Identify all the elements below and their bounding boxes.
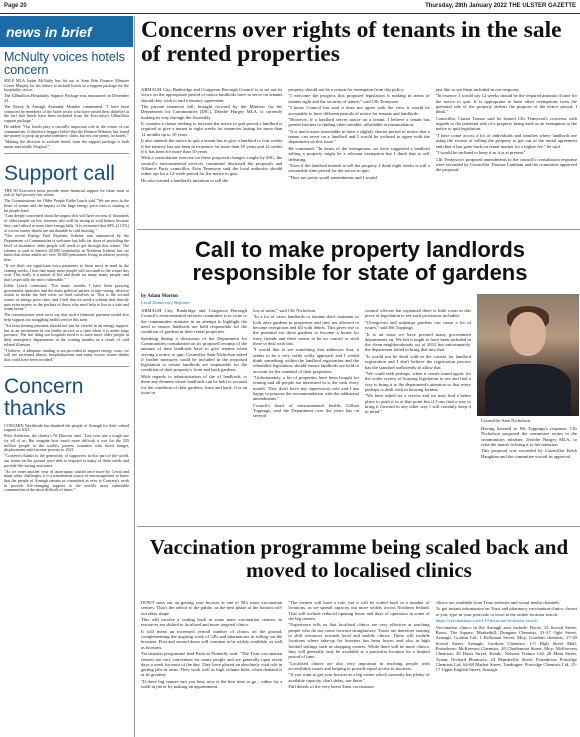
story-paragraph: "Overgrown and unkempt gardens can cause a lot of issues," said Ms Toppings.	[365, 319, 471, 331]
story-paragraph: Full details of the very latest Trust vaccination	[288, 684, 374, 690]
story-paragraph: He added: "Our hotels play a crucially important role in the centre of our communities. It therefore beggars belief that the Finance Minister has found the money to prop up private members' clubs, but not one penny for hotels."	[4, 123, 129, 139]
story-paragraph: council officers but explained there is little room in this piece of legislation to see such provisions included.	[365, 308, 471, 319]
story-paragraph: Cllr Tennyson's proposed amendments to the council's consultation response were seconded by Councillor Thomas Larkham and the committee approved the proposal.	[435, 156, 577, 173]
story-paragraph: just like to see them included in our response.	[435, 87, 520, 92]
story-paragraph: Council's head of environmental health, Gillian Toppings, said the Department over the years has on several	[253, 402, 359, 419]
story-paragraph: With a consultation exercise on these proposed changes sought by DfC, the council's environmental services committee discussed the proposals and Alliance Party councillor, Eoin Tennyson said the local authority should rather opt for a 12-week period for the notice to quit.	[141, 155, 283, 177]
story-paragraph: Councillor Ciaran Toman said he shared Cllr Tennyson's concerns with regards to the potential sale of a property being used as an exemption to the notice to quit legislation.	[435, 115, 577, 132]
story-paragraph: "Unfortunately, a lot of properties have been bought for renting and all people are interested in is the cash every month. They don't have any supervisory role and I am happy to propose the recommendation with the additional amendments."	[253, 375, 359, 402]
story-paragraph: THE NI Executive must provide more financial support for those most at risk of fuel poverty this winter.	[4, 187, 129, 198]
story-paragraph: "The centres will have a role, but it will be scaled back in a number of locations, as we spread capacity out more widely across Northern Ireland. That will include reduced opening hours and days of operation in some of the big centres.	[288, 600, 430, 621]
story-paragraph: ARMAGH City, Banbridge and Craigavon Borough Council is to set out its views on the appropriate period of notice landlords have to serve on tenants should they wish to end a tenancy agreement.	[141, 87, 283, 103]
column-divider	[134, 16, 135, 737]
story-separator	[137, 526, 580, 527]
byline-role: Local Democracy Reporter	[141, 300, 190, 305]
story-paragraph: "It is an issue we have pressed many government departments on. We felt it ought to have been included in the clean neighbourhoods act of 2012 but unfortunately, the department failed to bring that into that.	[365, 331, 471, 353]
story-b-col1	[141, 308, 247, 466]
story-paragraph: "The recent Energy Fuel Payment Scheme was announced by the Department of Communities is welcome but falls far short of providing the level of assistance older people will need to get through this winter. The scheme is said to benefit 28,000 households in Northern Ireland, but we know that alone adults are over 50,000 pensioners living in relative poverty here.	[4, 233, 129, 262]
story-paragraph: "As we enter another year of uncertainty caused once more by Covid and many other challenges, it is a tremendous source of encouragement to know that the people of Armagh remain as committed as ever to Concern's work to provide life-changing support to the world's most vulnerable communities at the most difficult of times."	[4, 468, 129, 493]
story-b-side	[481, 426, 577, 460]
page-number: Page 20	[4, 3, 27, 9]
story-b-col2	[253, 308, 359, 466]
story-paragraph: "It would not be dealt with in the criteria for landlord registration and I don't believe the registration process has the standard sufficiently to allow that.	[365, 353, 471, 370]
story2-body	[0, 189, 133, 363]
divider	[4, 153, 129, 154]
story-a-col3	[436, 87, 577, 223]
story-paragraph: "I know Council has said it does not agree with the view it would be acceptable to have different periods of notice for tenants and landlords.	[288, 105, 430, 116]
story-paragraph: ARMAGH City, Banbridge and Craigavon Borough Council's environmental services committee is to write to the communities minister in an attempt to highlight the need to ensure landlords are held responsible for the condition of gardens in their rental properties.	[141, 308, 247, 335]
news-in-brief-column	[0, 16, 133, 737]
story-b-headline: Call to make property landlords responsible for state of gardens	[192, 237, 528, 285]
story-paragraph: The commissioner went on to say that such a financial payment would also help support our struggling health service this time.	[4, 312, 129, 322]
story-paragraph: "In essence, I would say 12 weeks should be the required amount of time for the notice to quit. It is appropriate to have other exemptions from the potential sale of the property defeats the purpose of the notice period, I think."	[435, 93, 577, 115]
story-paragraph: "I believe, if adequate funding is not provided to support energy costs, we will see increased illness, hospitalisations and many excess winter deaths that could have been avoided."	[4, 347, 129, 362]
story-separator	[137, 229, 580, 230]
story-paragraph: "Concern's thanks to the generosity of supporters in this part of the world, our teams on the ground were able to respond to many of these needs and provide life-saving assistance.	[4, 453, 129, 468]
story-paragraph: It also amends the notice to quit a tenant has to give a landlord to four weeks if the tenancy has not been in existence for more than 10 years and 12 weeks if it has been for more than 10 years.	[141, 138, 283, 154]
story-paragraph: "Even if the landlord intends to sell the property, I think eight weeks is still a reasonable time period for the notice to quit.	[288, 162, 430, 174]
page-header	[0, 0, 580, 14]
story-paragraph: Vaccination clinics in the Armagh area include: Boots, 33 Scotch Street, Boots, The Square, Markethill, Dungans Chemists, 31-37 Ogle Street, Armagh; Gordon Ltd, 1 Killyman Street, Moy; Gordons chemists, 27-29 Scotch Street, Armagh; Gordons Chemists, 1-5 High Street Mall, Portadown; McKeevers Chemists, 20 Charlemont Street, Moy; McKeevers Chemists, 20 Davis Street, Keady; Nelsons Trainor Ltd, 28 Main Street, Tynan; Orchard Pharmacy, 23 Mandeville Street, Portadown; Portridge Chemists Ltd, 64-68 Market Street, Tandragee; Portridge Chemists Ltd, 15-17 Upper English Street, Armagh.	[435, 624, 577, 673]
story-paragraph: "Making the decision to exclude hotels from the support package is both unfair and totally illogical."	[4, 139, 129, 149]
story-paragraph: Peter Anderson, the charity's NI Director said, "Last year was a tough one for all of us. But imagine how much more difficult it was for the 235 million people in the world's poorest countries who faced hunger, displacement and extreme poverty in 2021.	[4, 433, 129, 453]
story-paragraph: With regards to administration of the of landlords, is there any element where landlords can be held to account for the condition of their gardens, front and back. It is an issue in	[141, 373, 247, 395]
story-paragraph: "An extra heating payment should not just be viewed as an energy support, but as an investment in our health service at a time when it is under huge pressure. The last thing our hospitals need is to have more older people in their emergency departments in the coming months as a result of cold related illnesses.	[4, 322, 129, 347]
story-paragraph: "I am deeply concerned about the impact this will have on tens of thousands of older people on low incomes who will be sitting in cold homes because they can't afford to meet their energy bills. It is estimated that 40% (21.5%) of excess winter deaths are attributable to cold housing."	[4, 213, 129, 233]
story-paragraph: "I welcome the progress this proposed legislation is making in terms of tenants right and the security of tenure," said Cllr Tennyson.	[288, 93, 430, 104]
story-paragraph: DON'T miss out on getting your booster at one of NI's mass vaccination centres. That's the advice to the public, as the next phase of the booster roll-out takes shape.	[141, 600, 283, 616]
story-paragraph: "If we don't see significant extra payments to those most in need in the coming weeks, I fear that many more people will succumb to the winter this year. This really is a matter of life and death for many, many people, and that's especially the most vulnerable."	[4, 262, 129, 282]
story-paragraph: "Localised clinics are also very important in reaching people with accessibility issues and helping to provide equal access to boosters.	[288, 660, 430, 671]
story2-headline: Support call	[4, 161, 115, 185]
story-paragraph: "They are pretty small amendments and I would	[288, 174, 377, 180]
story-paragraph: "If you want to get your booster at a big centre which currently has plenty of available capacity, don't delay, use these."	[288, 672, 430, 683]
story-paragraph: The Newry & Armagh Assembly Member commented, "I have been contacted by members of the hotel sector who have raised their disbelief at the fact that hotels have been excluded from the Executive's £40million support package."	[4, 103, 129, 123]
main-area	[137, 16, 580, 737]
photo-caption: Councillor Sam Nicholson.	[481, 418, 532, 423]
story-paragraph: To get instant information on Trust and pharmacy vaccination clinics closest to you, type in your postcode or town at the online location search:	[435, 606, 577, 617]
story-b-body	[141, 308, 471, 466]
vaccination-search-link[interactable]: https://vaccinations.covid-19.hscni.net/locations-search	[435, 618, 538, 624]
story-paragraph: "I have come across a lot of individuals and families where landlords are using the excuse of selling the property to get out of the rental agreement and then it has gone back on rental market for a higher fee," he said.	[435, 132, 577, 149]
photo-face	[510, 312, 546, 356]
councillor-photo	[477, 294, 579, 416]
page-date: Thursday, 28th January 2022 THE ULSTER GAZETTE	[425, 3, 576, 9]
story-paragraph: property should not be a reason for exemption from this policy.	[288, 87, 405, 92]
story-paragraph: Having listened to Ms Toppings's response, Cllr Nicholson proposed the committee writes to the communities minister, Deirdre Hargey MLA, to raise the matter to bring it to her attention.	[481, 426, 577, 447]
story-a-col1	[141, 87, 282, 223]
story3-body	[0, 424, 133, 493]
story-paragraph: It contains a clause seeking to increase the notice to quit period a landlord is required to give a tenant to eight weeks for tenancies lasting for more than 12 months up to 10 years.	[141, 121, 283, 137]
section-label: news in brief	[0, 16, 133, 47]
divider	[4, 366, 129, 367]
story-paragraph: SDLP MLA Justin McNulty has hit out at Sinn Féin Finance Minister Conor Murphy for his failure to include hotels in a support package for the hospitality sector.	[4, 78, 129, 93]
story-a-col2	[288, 87, 429, 223]
story-c-col3	[436, 600, 577, 736]
story-paragraph: He continued: "In terms of the exemptions, we have suggested a landlord selling a property might be a relevant exemption but I think that is self defeating.	[288, 145, 430, 162]
story-paragraph: "I would be inclined to keep it as it is at present."	[435, 150, 527, 156]
story-paragraph: "We could seek perhaps, when it comes round again, for the wider review of housing legislation to see and find a way to bring it to the department's attention so that every perhaps is dealt with in housing forums.	[365, 371, 471, 392]
story-paragraph: clinics are available from Trust websites and social media channels.	[435, 600, 561, 605]
story3-headline: Concern thanks	[4, 374, 84, 420]
story-paragraph: He also wanted a landlord's intention to sell the	[141, 177, 229, 183]
story-paragraph: The £40million Hospitality Support Package was announced on December 23.	[4, 93, 129, 103]
story-paragraph: "It is much more reasonable to have a slightly shorter period of notice that a tenant can serve on a landlord and I would be inclined to agree with the department on this issue."	[288, 128, 430, 145]
story-paragraph: "Experience tells us that localised clinics are very effective at reaching people who do not come forward straightaway. Trusts are therefore starting to shift resources towards local and mobile clinics. These will include locations where take-up for boosters has been lower, and also in high footfall settings such as shopping centres. While there will be more clinics, they will generally only be available at a particular location for a limited period of time.	[288, 622, 430, 660]
story-paragraph: Speaking during a discussion of the Department for Communities consultation on its proposed revamp of the amount of time landlords have to give tenants when serving a notice to quit, Councillor Sam Nicholson asked if further measures could be included in the proposed legislation to ensure landlords are responsible for the condition of their property's front and back gardens.	[141, 335, 247, 373]
story-paragraph: Vaccination programme lead Patricia Donnelly said: "The Trust vaccination centres are very convenient for many people and are generally open seven days a week for most of the day. They have played an absolutely vital role in getting jabs in arms. They work well as high volume hubs, when demand is at its greatest.	[141, 651, 283, 678]
story-paragraph: "If these big centres suit you best, now is the best time to go – either for a walk-in jab or by making an appointment.	[141, 678, 283, 690]
story-paragraph: "I would like to see something that addresses that, it seems to be a very softly softly approach and I would think something within the landlord registration and the rebranded legislation, should ensure landlords are held to account for the standard of their properties.	[253, 347, 359, 374]
story-c-col2	[288, 600, 429, 736]
photo-shoulders	[485, 364, 571, 416]
story-paragraph: This will involve a scaling back in some mass vaccination centres, as resources are shifted to localised and more targeted clinics.	[141, 617, 283, 628]
story-c-col1	[141, 600, 282, 736]
story-paragraph: CONCERN Worldwide has thanked the people of Armagh for their valued support in 2021.	[4, 422, 129, 433]
story-paragraph: "We have asked for a review and we may find a better place to push it in at that point but if I can find a way to bring it forward in any other way I will certainly keep it in mind."	[365, 393, 471, 415]
story-paragraph: "However, if a landlord serves notice on a tenant, I believe a tenant has greater barriers to finding other suitable, affordable accommodation.	[288, 117, 430, 128]
story1-headline: McNulty voices hotels concern	[4, 50, 125, 77]
story-paragraph: "In a lot of cases landlords or tenants don't maintain or look after gardens in properties and they are allowed to become overgrown and fill with debris. This gives rise to the potential for these gardens to become a house for furry friends and there seems to be no control or stick there to deal with this.	[253, 314, 359, 346]
story-paragraph: This proposal was seconded by Councillor Keith Haughian and the committee voiced its approval.	[481, 448, 577, 459]
story-paragraph: The private tenancies bill, brought forward by the Minister for the Department for Communities (DfC), Deirdre Hargey MLA, is currently making its way through the Assembly.	[141, 104, 283, 120]
byline-author: by Adam Morton	[141, 294, 178, 299]
story-paragraph: The Commissioner for Older People Eddie Lynch said "We are now in the heart of winter and the impact of the huge energy price rises is starting to hit people hard.	[4, 198, 129, 213]
story-c-body	[141, 600, 577, 736]
story-a-body	[141, 87, 577, 223]
story-paragraph: lots of areas," said Cllr Nicholson.	[253, 308, 317, 313]
story-a-headline: Concerns over rights of tenants in the sale of rented properties	[141, 17, 562, 67]
byline	[141, 294, 211, 306]
story-b-col3	[365, 308, 471, 466]
story1-body	[0, 79, 133, 150]
story-paragraph: Eddie Lynch continued, "For many months I have been pressing government ministers and the main political parties to take strong, decisive action to tackle the fuel crisis we find ourselves in. This is the second winter of energy price rises, and I feel that we need a scheme that directly puts extra money in the pockets of those who need help to live in a safe and warm home."	[4, 282, 129, 312]
story-paragraph: It will mean an increased overall number of clinics on the ground, complementing the ongoing work of GPs and pharmacists in rolling out the boosters. First and second doses will continue to be widely available, as well as boosters.	[141, 628, 283, 650]
story-c-headline: Vaccination programme being scaled back and moved to localised clinics	[149, 535, 569, 582]
